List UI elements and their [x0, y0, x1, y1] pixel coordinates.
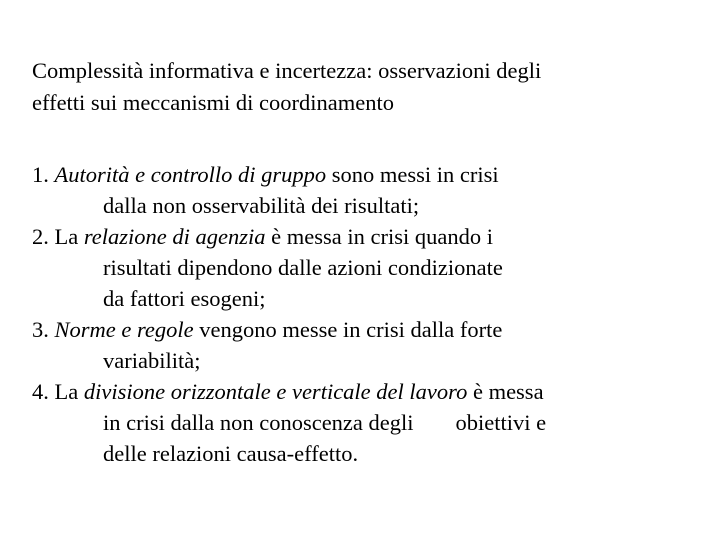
slide-title	[32, 55, 702, 119]
list-item-4	[32, 376, 702, 469]
list-item-3	[32, 314, 702, 376]
item-continuation: da fattori esogeni;	[103, 286, 266, 311]
title-line-2: effetti sui meccanismi di coordinamento	[32, 90, 394, 115]
title-line-1: Complessità informativa e incertezza: osservazioni degli	[32, 58, 542, 83]
item-continuation: dalla non osservabilità dei risultati;	[103, 193, 420, 218]
item-text-pre: La	[54, 224, 84, 249]
item-text-post: vengono messe in crisi dalla forte	[193, 317, 503, 342]
item-continuation-part-b: obiettivi e	[455, 410, 547, 435]
item-number: 1.	[32, 162, 49, 187]
item-continuation: variabilità;	[103, 348, 201, 373]
item-continuation	[32, 407, 702, 438]
item-number: 3.	[32, 317, 49, 342]
slide	[32, 55, 702, 469]
item-continuation: delle relazioni causa-effetto.	[103, 441, 359, 466]
item-text-post: sono messi in crisi	[326, 162, 499, 187]
item-continuation-part-a: in crisi dalla non conoscenza degli	[103, 410, 414, 435]
item-continuation: risultati dipendono dalle azioni condizionate	[103, 255, 503, 280]
item-number: 4.	[32, 379, 49, 404]
item-text-post: è messa	[467, 379, 544, 404]
item-emphasis: Norme e regole	[54, 317, 194, 342]
list-item-1	[32, 159, 702, 221]
item-number: 2.	[32, 224, 49, 249]
item-emphasis: Autorità e controllo di gruppo	[54, 162, 327, 187]
item-text-pre: La	[54, 379, 84, 404]
numbered-list	[32, 159, 702, 469]
list-item-2	[32, 221, 702, 314]
item-emphasis: divisione orizzontale e verticale del lavoro	[83, 379, 468, 404]
item-text-post: è messa in crisi quando i	[265, 224, 493, 249]
item-emphasis: relazione di agenzia	[83, 224, 266, 249]
